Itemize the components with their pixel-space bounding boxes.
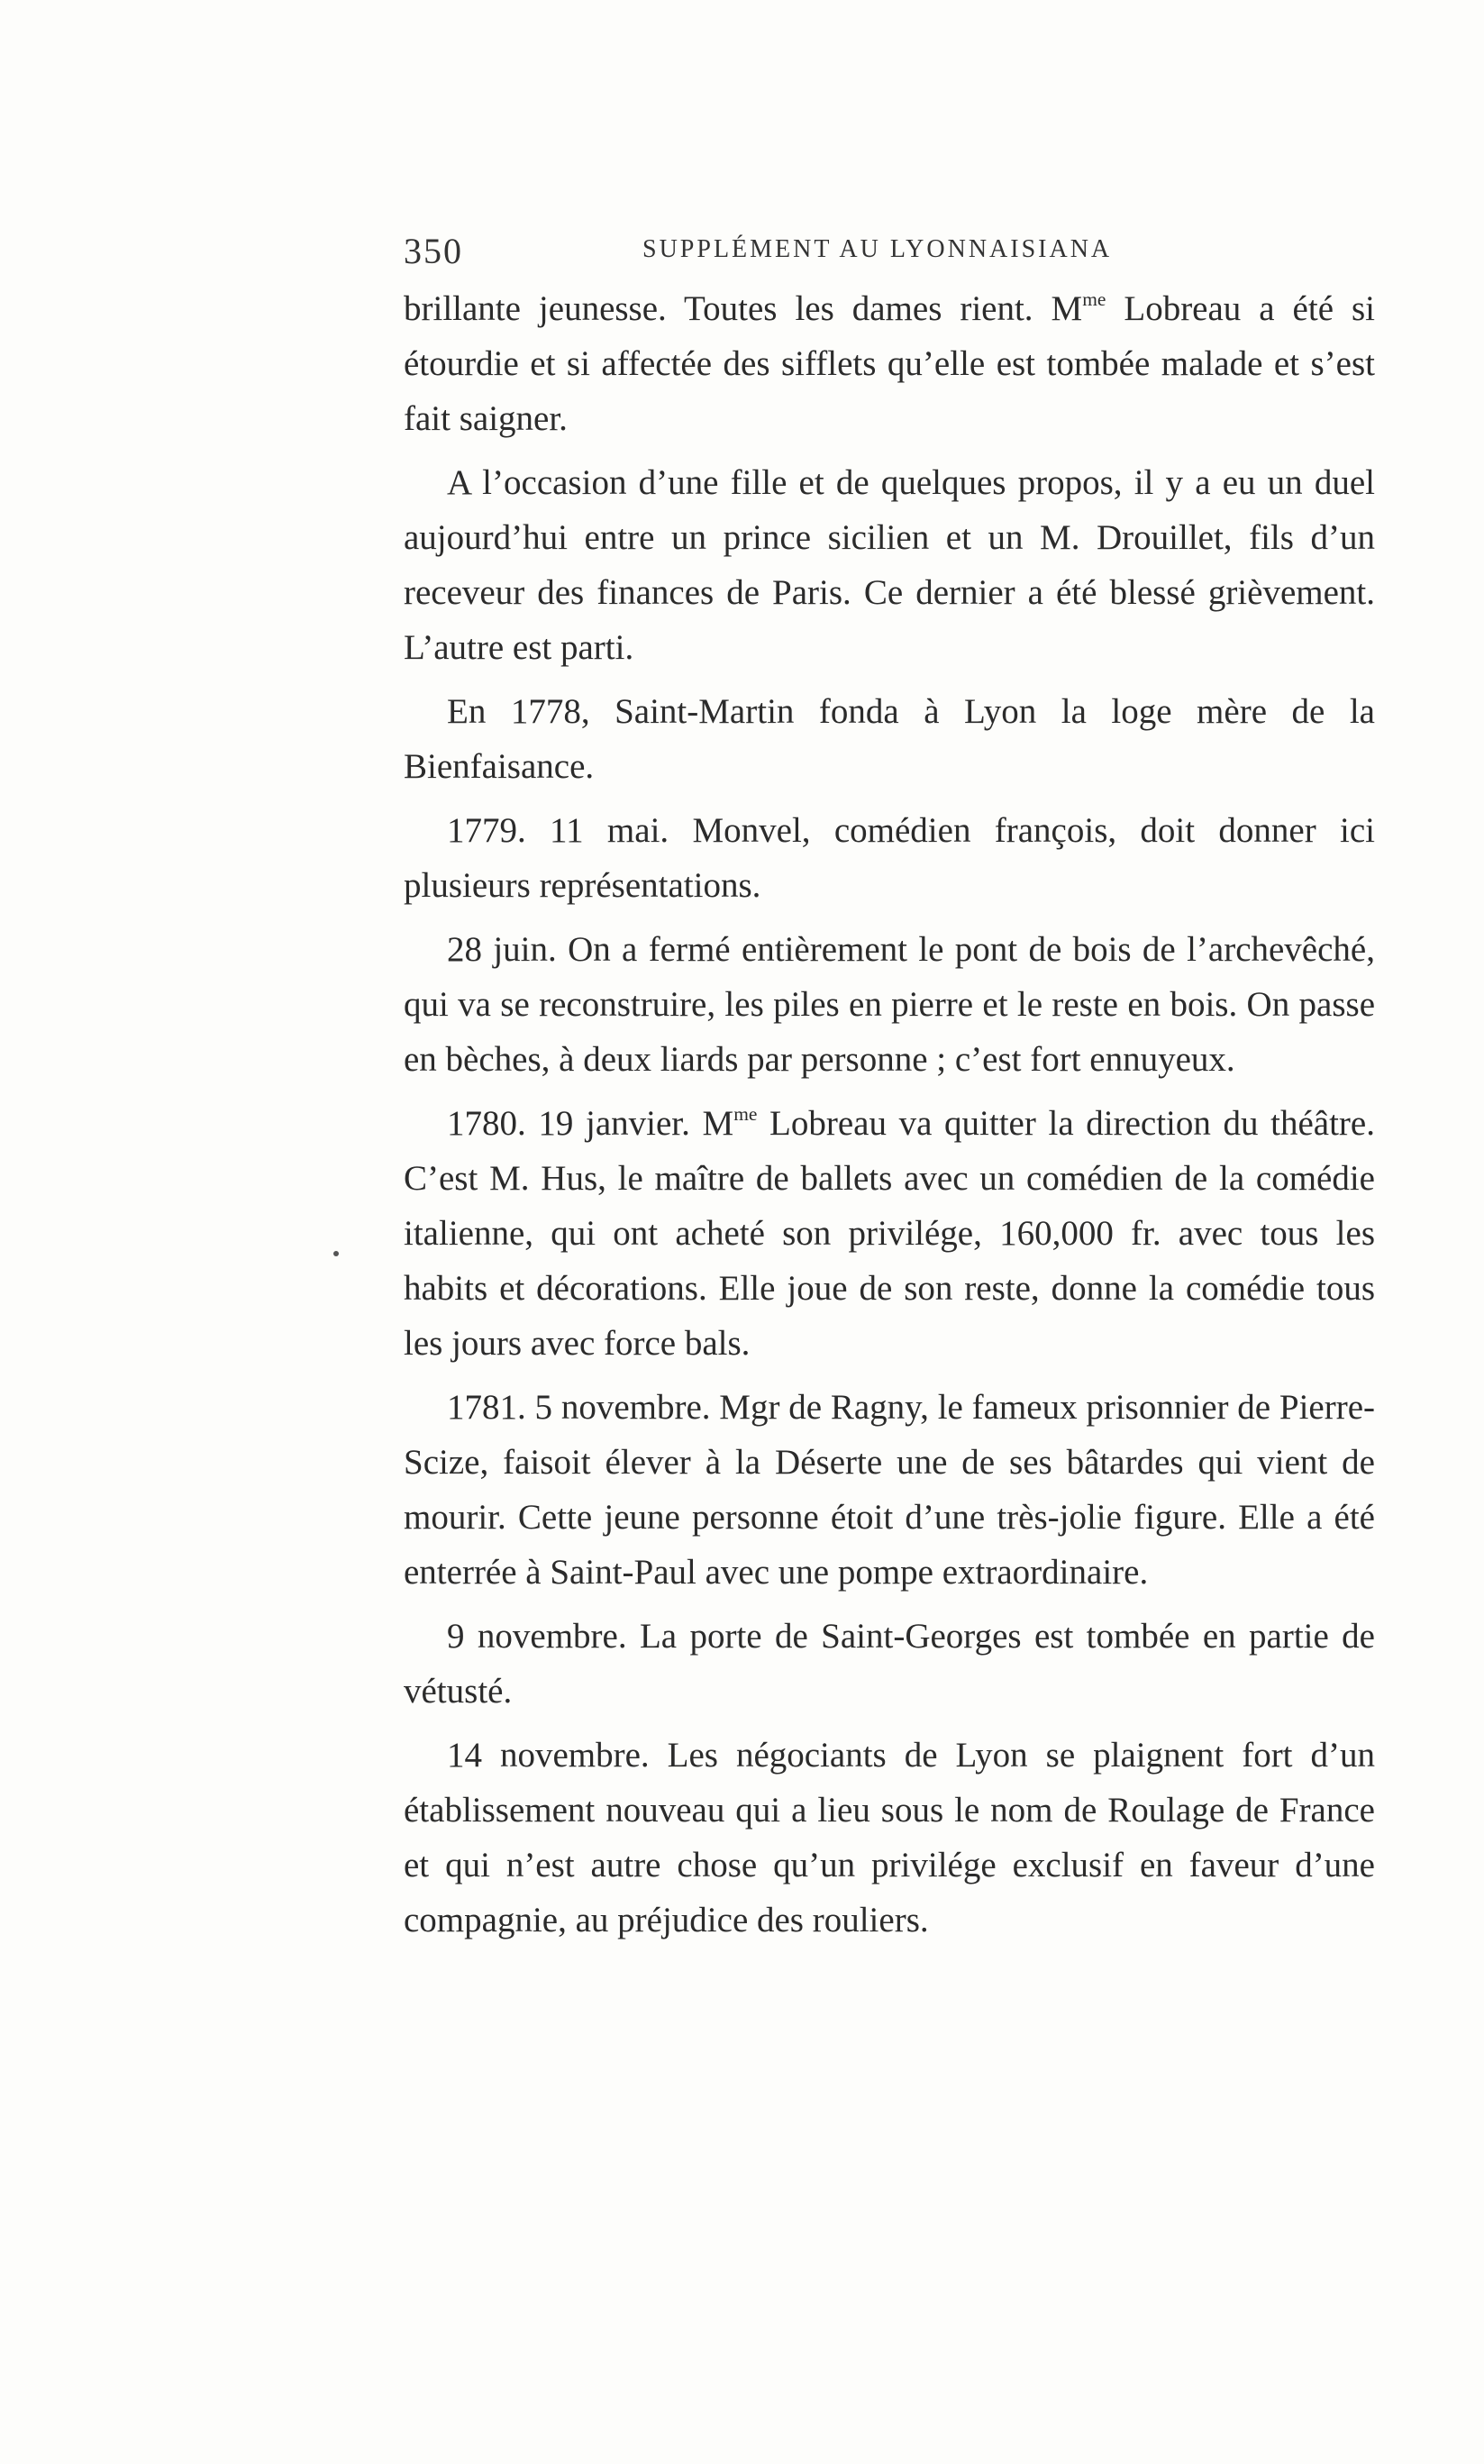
superscript: me	[733, 1102, 758, 1125]
paragraph-text: brillante jeunesse. Toutes les dames rient. M	[404, 289, 1083, 328]
page-number: 350	[404, 231, 463, 271]
paragraph-text: 1780. 19 janvier. M	[447, 1104, 734, 1143]
paragraph-1779-may: 1779. 11 mai. Monvel, comédien françois, doit donner ici plusieurs représentations.	[404, 811, 1375, 905]
running-title: SUPPLÉMENT AU LYONNAISIANA	[642, 235, 1113, 263]
paragraph-text: Lobreau va quitter la direction du théâtre. C’est M. Hus, le maître de ballets avec un comédien de la comédie italienne, qui ont acheté son privilége, 160,000 fr. avec tous les habits et décorations. Elle joue de son reste, donne la comédie tous les jours avec force bals.	[404, 1104, 1375, 1363]
paragraph-1781-nov-9: 9 novembre. La porte de Saint-Georges est tombée en partie de vétusté.	[404, 1617, 1375, 1711]
ink-speck	[333, 1251, 339, 1256]
paragraph-text: Lobreau a été si étourdie et si affectée des sifflets qu’elle est tombée malade et s’est fait saigner.	[404, 289, 1375, 438]
paragraph-1781-nov-5: 1781. 5 novembre. Mgr de Ragny, le fameux prisonnier de Pierre-Scize, faisoit élever à la Déserte une de ses bâtardes qui vient de mourir. Cette jeune personne étoit d’une très-jolie figure. Elle a été enterrée à Saint-Paul avec une pompe extraordinaire.	[404, 1388, 1375, 1592]
running-head	[404, 230, 1375, 275]
paragraph-1781-nov-14: 14 novembre. Les négociants de Lyon se plaignent fort d’un établissement nouveau qui a lieu sous le nom de Roulage de France et qui n’est autre chose qu’un privilége exclusif en faveur d’une compagnie, au préjudice des rouliers.	[404, 1736, 1375, 1939]
body-text	[404, 281, 1375, 1948]
paragraph-1780	[404, 1096, 1375, 1371]
paragraph-duel: A l’occasion d’une fille et de quelques propos, il y a eu un duel aujourd’hui entre un prince sicilien et un M. Drouillet, fils d’un receveur des finances de Paris. Ce dernier a été blessé grièvement. L’autre est parti.	[404, 463, 1375, 667]
paragraph-1778: En 1778, Saint-Martin fonda à Lyon la loge mère de la Bienfaisance.	[404, 692, 1375, 786]
paragraph-continuation	[404, 281, 1375, 446]
superscript: me	[1082, 287, 1106, 310]
paragraph-1779-june: 28 juin. On a fermé entièrement le pont de bois de l’archevêché, qui va se reconstruire, les piles en pierre et le reste en bois. On passe en bèches, à deux liards par personne ; c’est fort ennuyeux.	[404, 930, 1375, 1079]
